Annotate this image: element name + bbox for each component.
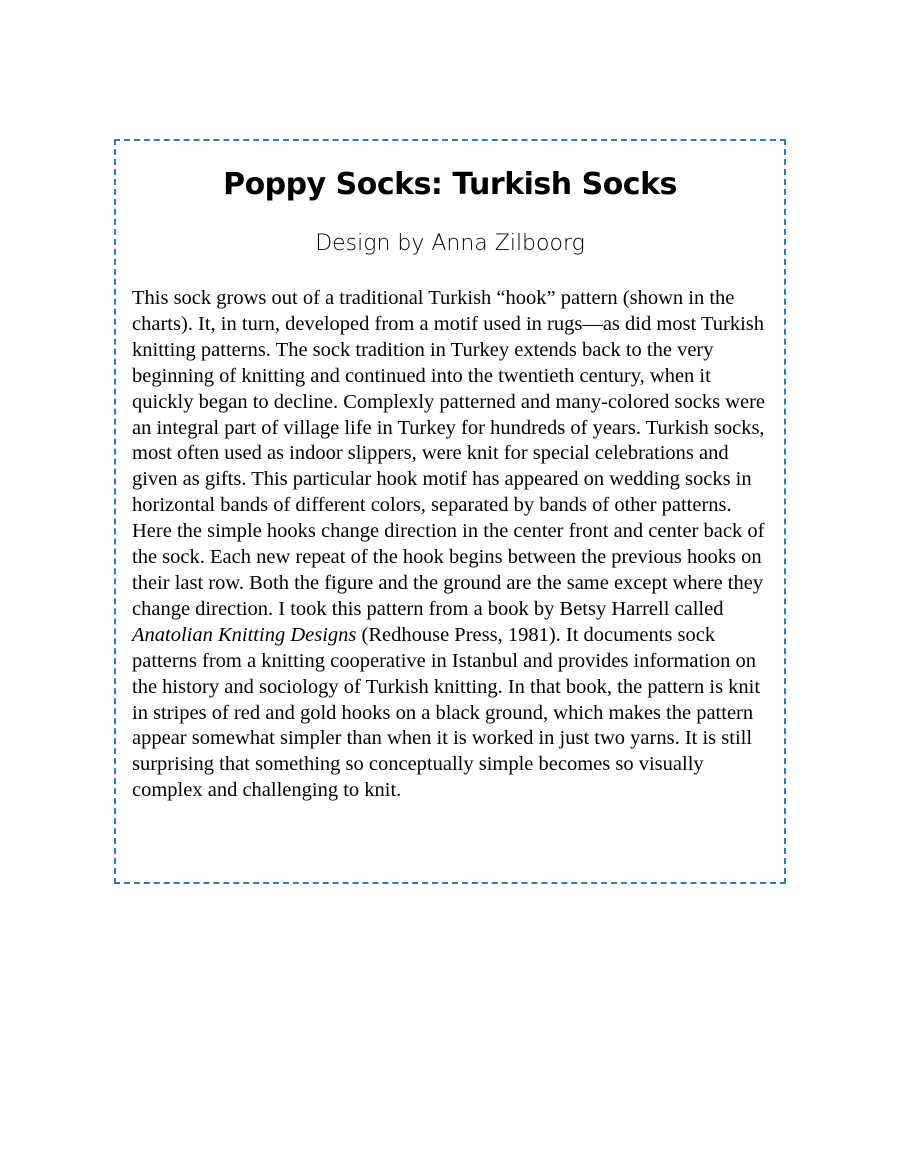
page-title: Poppy Socks: Turkish Socks <box>223 167 677 202</box>
designer-byline: Design by Anna Zilboorg <box>315 231 585 256</box>
description-paragraph <box>132 286 768 804</box>
paragraph-text-start: This sock grows out of a traditional Turkish “hook” pattern (shown in the charts). It, in turn, developed from a motif used in rugs—as did most Turkish knitting patterns. The sock tradition in Turkey extends back to the very beginning of knitting and continued into the twentieth century, when it quickly began to decline. Complexly patterned and many-colored socks were an integral part of village life in Turkey for hundreds of years. Turkish socks, most often used as indoor slippers, were knit for special celebrations and given as gifts. This particular hook motif has appeared on wedding socks in horizontal bands of different colors, separated by bands of other patterns. Here the simple hooks change direction in the center front and center back of the sock. Each new repeat of the hook begins between the previous hooks on their last row. Both the figure and the ground are the same except where they change direction. I took this pattern from a book by Betsy Harrell called <box>132 287 766 620</box>
paragraph-text-end: (Redhouse Press, 1981). It documents sock patterns from a knitting cooperative in Istanbul and provides information on the history and sociology of Turkish knitting. In that book, the pattern is knit in stripes of red and gold hooks on a black ground, which makes the pattern appear somewhat simpler than when it is worked in just two yarns. It is still surprising that something so conceptually simple becomes so visually complex and challenging to knit. <box>132 623 761 802</box>
dashed-sidebar-box <box>114 139 786 884</box>
book-title-italic: Anatolian Knitting Designs <box>132 623 357 646</box>
